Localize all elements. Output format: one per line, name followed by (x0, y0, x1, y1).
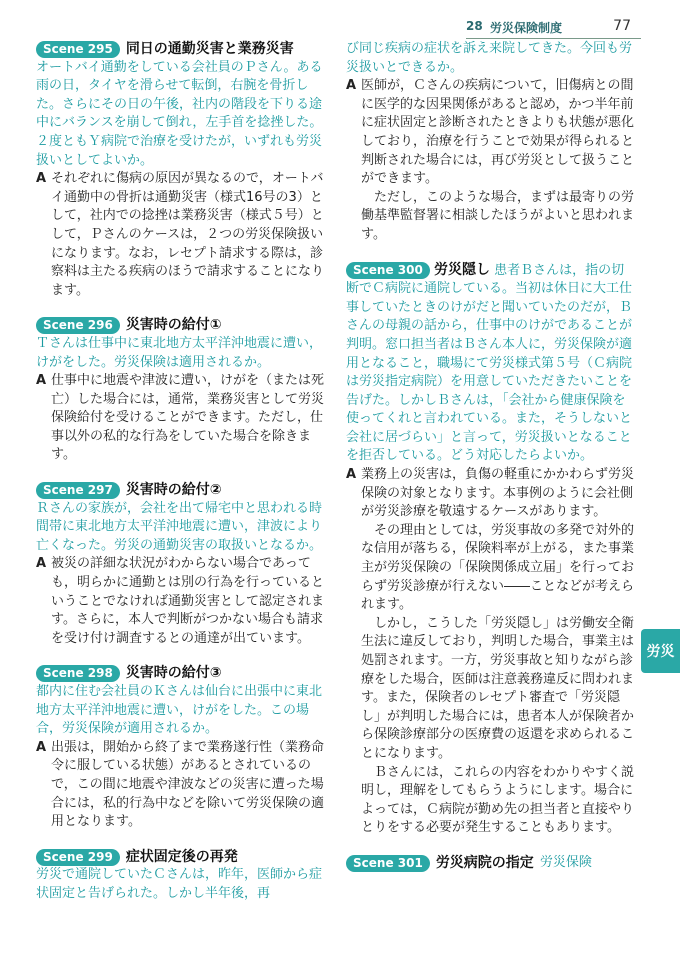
scene-answer: 出張は，開始から終了まで業務遂行性（業務命令に服している状態）があるとされているので，この間に地震や津波などの災害に遭った場合には，私的行為中などを除いて労災保険の適用となります。 (51, 739, 325, 830)
scene-answer (361, 466, 634, 838)
scene-295 (36, 40, 332, 300)
side-index-tab: 労災 (641, 629, 680, 673)
scene-title: 労災隠し (433, 261, 490, 278)
right-column (346, 40, 634, 889)
scene-title: 災害時の給付① (125, 317, 222, 334)
scene-question: 都内に住む会社員のＫさんは仙台に出張中に東北地方太平洋沖地震に遭い，けがをした。この場合，労災保険が適用されるか。 (36, 684, 323, 737)
scene-badge: Scene 297 (36, 482, 120, 499)
answer-paragraph: Ｂさんには，これらの内容をわかりやすく説明し，理解をしてもらうようにします。場合によっては，Ｃ病院が勤め先の担当者と直接やりとりをする必要が発生することもあります。 (361, 764, 635, 836)
answer-paragraph: その理由としては，労災事故の多発で対外的な信用が落ちる，保険料率が上がる，また事業主が労災保険の「保険関係成立届」を行っておらず労災診療が行えない――ことなどが考えられます。 (361, 522, 635, 613)
scene-title: 同日の通勤災害と業務災害 (125, 41, 294, 57)
scene-badge: Scene 300 (346, 262, 430, 279)
running-header (466, 16, 641, 39)
scene-answer: それぞれに傷病の原因が異なるので，オートバイ通勤中の骨折は通勤災害（様式16号の3）として，社内での捻挫は業務災害（様式５号）として，Ｐさんのケースは，２つの労災保険扱いになります。なお，レセプト請求する際は，診察料は主たる疾病のほうで請求することになります。 (51, 171, 325, 298)
scene-question: オートバイ通勤をしている会社員のＰさん。ある雨の日，タイヤを滑らせて転倒，右腕を骨折した。さらにその日の午後，社内の階段を下りる途中にバランスを崩して倒れ，左手首を捻挫した。２度ともＹ病院で治療を受けたが，いずれも労災扱いとしてよいか。 (36, 59, 323, 168)
scene-title: 症状固定後の再発 (125, 848, 238, 865)
scene-question: Ｔさんは仕事中に東北地方太平洋沖地震に遭い，けがをした。労災保険は適用されるか。 (36, 335, 323, 370)
scene-answer (361, 77, 634, 244)
answer-paragraph: 業務上の災害は，負傷の軽重にかかわらず労災保険の対象となります。本事例のように会社側が労災診療を敬遠するケースがあります。 (361, 467, 635, 520)
answer-mark: A (346, 78, 357, 94)
scene-301 (346, 854, 634, 873)
answer-mark: A (36, 739, 47, 755)
scene-title: 災害時の給付③ (125, 665, 222, 682)
answer-paragraph: ただし，このような場合，まずは最寄りの労働基準監督署に相談したほうがよいと思われます。 (361, 189, 635, 242)
scene-300 (346, 261, 634, 838)
answer-mark: A (36, 373, 47, 389)
scene-badge: Scene 295 (36, 41, 120, 58)
answer-paragraph: 医師が，Ｃさんの疾病について，旧傷病との間に医学的な因果関係があると認め，かつ半年前に症状固定と診断されたときよりも状態が悪化しており，治療を行うことで効果が得られると判断された場合には，再び労災として扱うことができます。 (361, 78, 635, 187)
answer-mark: A (36, 556, 47, 572)
scene-question: 労災で通院していたＣさんは，昨年，医師から症状固定と告げられた。しかし半年後，再 (36, 867, 323, 901)
scene-badge: Scene 298 (36, 665, 120, 682)
scene-answer: 被災の詳細な状況がわからない場合であっても，明らかに通勤とは別の行為を行っているということでなければ通勤災害として認定されます。さらに，本人で判断がつかない場合も請求を受け付け調査するとの通達が出ています。 (51, 556, 325, 646)
scene-question: 労災保険 (539, 854, 592, 870)
scene-badge: Scene 299 (36, 849, 120, 866)
scene-299-continued (346, 40, 634, 245)
scene-296 (36, 316, 332, 465)
scene-title: 労災病院の指定 (435, 854, 534, 871)
scene-badge: Scene 301 (346, 855, 430, 872)
chapter-title: 労災保険制度 (490, 21, 563, 35)
scene-297 (36, 481, 332, 648)
chapter-number: 28 (466, 19, 483, 33)
scene-question-continued: び同じ疾病の症状を訴え来院してきた。今回も労災扱いとできるか。 (346, 41, 633, 75)
scene-question: Ｒさんの家族が，会社を出て帰宅中と思われる時間帯に東北地方太平洋沖地震に遭い，津波により亡くなった。労災の通勤災害の取扱いとなるか。 (36, 500, 323, 553)
answer-mark: A (346, 467, 357, 483)
scene-answer: 仕事中に地震や津波に遭い，けがを（または死亡）した場合には，通常，業務災害として労災保険給付を受けることができます。ただし，仕事以外の私的な行為をしていた場合を除きます。 (51, 373, 325, 463)
scene-title: 災害時の給付② (125, 482, 222, 499)
left-column (36, 40, 332, 920)
scene-299 (36, 848, 332, 904)
scene-298 (36, 664, 332, 831)
answer-mark: A (36, 171, 47, 187)
page-number: 77 (613, 18, 631, 34)
scene-question: 患者Ｂさんは，指の切断でＣ病院に通院している。当初は休日に大工仕事していたときのけがだと聞いていたのだが，Ｂさんの母親の話から，仕事中のけがであることが判明。窓口担当者はＢさん本人に，労災保険が適用となること，職場にて労災様式第５号（Ｃ病院は労災指定病院）を用意していただきたいことを告げた。しかしＢさんは，「会社から健康保険を使ってくれと言われている。また，そうしないと会社に居づらい」と言って，労災扱いとなることを拒否している。どう対応したらよいか。 (346, 262, 633, 464)
answer-paragraph: しかし，こうした「労災隠し」は労働安全衛生法に違反しており，判明した場合，事業主は処罰されます。一方，労災事故と知りながら診療をした場合，医師は注意義務違反に問われます。また，保険者のレセプト審査で「労災隠し」が判明した場合には，患者本人が保険者から保険診療部分の医療費の返還を求められることになります。 (361, 615, 635, 761)
scene-badge: Scene 296 (36, 317, 120, 334)
